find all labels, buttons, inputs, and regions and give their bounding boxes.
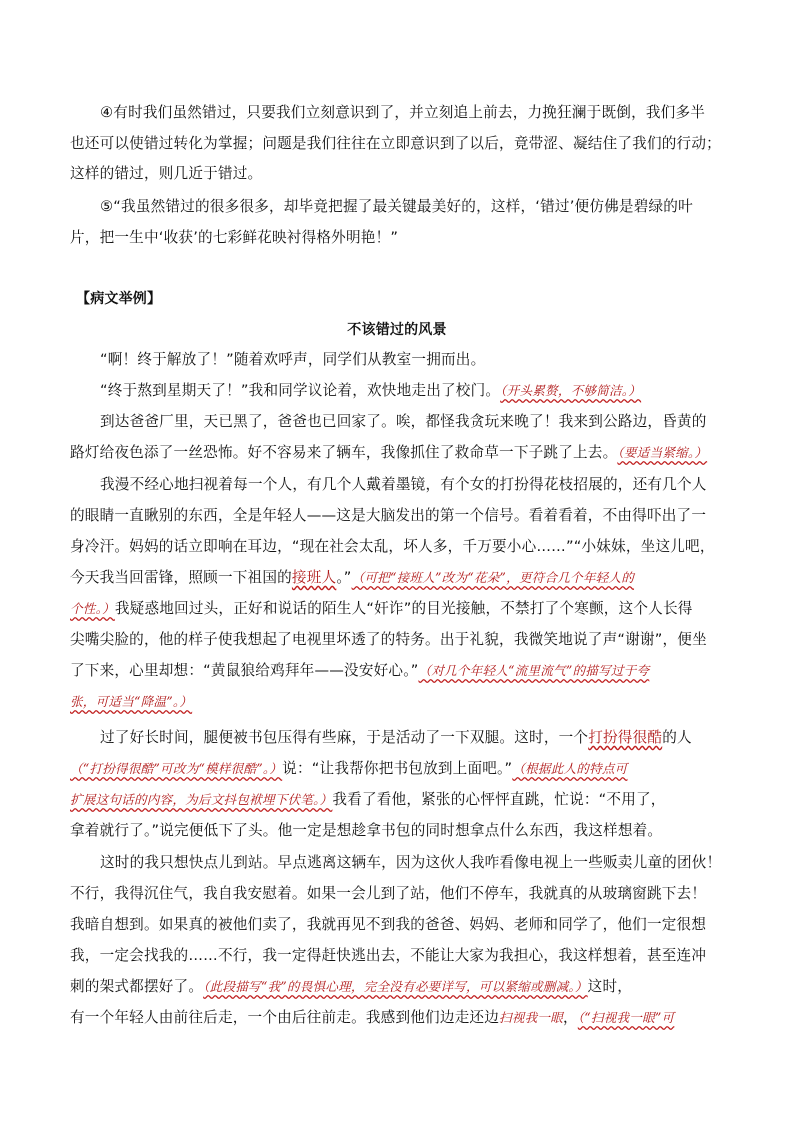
- essay-text: 过了好长时间，腿便被书包压得有些麻，于是活动了一下双腿。这时，一个: [100, 729, 589, 746]
- essay-text: 我疑惑地回过头，正好和说话的陌生人“奸诈”的目光接触，不禁打了个寒颤，这个人长得: [114, 600, 693, 617]
- essay-text: 这时，: [587, 978, 633, 995]
- essay-line: [70, 692, 192, 712]
- essay-line: 的眼睛一直瞅别的东西，全是年轻人——这是大脑发出的第一个信号。看着看着，不由得吓出了一: [70, 507, 707, 524]
- essay-text: 我看了看他，紧张的心怦怦直跳，忙说：“不用了，: [332, 791, 666, 808]
- annotation: （要适当紧缩。）: [617, 445, 708, 460]
- essay-text: 有一个年轻人由前往后走，一个由后往前走。我感到他们边走还边: [70, 1009, 500, 1026]
- essay-line: 这时的我只想快点儿到站。早点逃离这辆车，因为这伙人我咋看像电视上一些贩卖儿童的团伙！: [100, 854, 722, 871]
- essay-line: “啊！终于解放了！”随着欢呼声，同学们从教室一拥而出。: [100, 351, 486, 368]
- essay-line: [100, 728, 692, 748]
- essay-text: 路灯给夜色添了一丝恐怖。好不容易来了辆车，我像抓住了救命草一下子跳了上去。: [70, 444, 618, 461]
- annotation: （开头累赘，不够简洁。）: [500, 383, 642, 398]
- essay-line: [70, 790, 666, 810]
- essay-line: [70, 1008, 674, 1028]
- marked-phrase: 扫视我一眼: [499, 1010, 563, 1025]
- essay-line: 不行，我得沉住气，我自我安慰着。如果一会儿到了站，他们不停车，我就真的从玻璃窗跳下去！: [70, 885, 707, 902]
- essay-line: [70, 599, 693, 619]
- essay-line: 身冷汗。妈妈的话立即响在耳边，“现在社会太乱，坏人多，千万要小心……”“小妹妹，坐这儿吧，: [70, 538, 715, 555]
- section-heading: 【病文举例】: [76, 291, 162, 307]
- essay-line: [70, 759, 627, 779]
- essay-line: [70, 661, 649, 681]
- essay-line: [70, 443, 707, 463]
- annotation: 扩展这句话的内容，为后文抖包袱埋下伏笔。）: [70, 792, 333, 807]
- essay-text: ，: [563, 1009, 578, 1026]
- essay-text: 今天我当回雷锋，照顾一下祖国的: [70, 569, 292, 586]
- paragraph-4-line-1: ④有时我们虽然错过，只要我们立刻意识到了，并立刻追上前去，力挽狂澜于既倒，我们多半: [100, 104, 706, 121]
- annotation: （对几个年轻人“流里流气”的描写过于夸: [418, 663, 650, 678]
- essay-line: 我漫不经心地扫视着每一个人，有几个人戴着墨镜，有个女的打扮得花枝招展的，还有几个人: [100, 476, 707, 493]
- annotation: 个性。）: [70, 601, 115, 616]
- annotation: （此段描写“我”的畏惧心理，完全没有必要详写，可以紧缩或删减。）: [203, 979, 588, 994]
- essay-line: 我暗自想到。如果真的被他们卖了，我就再见不到我的爸爸、妈妈、老师和同学了，他们一定很想: [70, 916, 707, 933]
- paragraph-5-line-2: 片，把一生中‘收获’的七彩鲜花映衬得格外明艳！”: [70, 229, 399, 246]
- essay-line: 拿着就行了。”说完便低下了头。他一定是想趁拿书包的同时想拿点什么东西，我这样想着。: [70, 822, 663, 839]
- paragraph-5-line-1: ⑤“我虽然错过的很多很多，却毕竟把握了最关键最美好的，这样，‘错过’便仿佛是碧绿的叶: [100, 198, 693, 215]
- annotation: 张，可适当“降温”。）: [70, 694, 193, 709]
- essay-text: 的人: [662, 729, 692, 746]
- annotation: （“打扮得很酷”可改为“模样很酷”。）: [70, 761, 283, 776]
- annotation: （根据此人的特点可: [512, 761, 628, 776]
- essay-line: 尖嘴尖脸的，他的样子使我想起了电视里坏透了的特务。出于礼貌，我微笑地说了声“谢谢”，便坐: [70, 631, 707, 648]
- essay-line: [70, 568, 634, 588]
- essay-text: 。”: [336, 569, 352, 586]
- paragraph-4-line-3: 这样的错过，则几近于错过。: [70, 165, 263, 182]
- essay-text: 说：“让我帮你把书包放到上面吧。”: [282, 760, 513, 777]
- essay-text: “终于熬到星期天了！”我和同学议论着，欢快地走出了校门。: [100, 382, 501, 399]
- essay-line: [70, 977, 632, 997]
- paragraph-4-line-2: 也还可以使错过转化为掌握；问题是我们往往在立即意识到了以后，竟带涩、凝结住了我们的行动；: [70, 135, 721, 152]
- essay-line: [100, 381, 641, 401]
- essay-line: 到达爸爸厂里，天已黑了，爸爸也已回家了。唉，都怪我贪玩来晚了！我来到公路边，昏黄的: [100, 413, 707, 430]
- annotation: （可把“接班人”改为“花朵”，更符合几个年轻人的: [351, 570, 635, 585]
- marked-phrase: 打扮得很酷: [588, 729, 663, 746]
- essay-text: 刺的架式都摆好了。: [70, 978, 204, 995]
- essay-title: 不该错过的风景: [347, 322, 447, 338]
- marked-phrase: 接班人: [291, 569, 337, 586]
- annotation: （“扫视我一眼”可: [577, 1010, 675, 1025]
- essay-line: 我，一定会找我的……不行，我一定得赶快逃出去，不能让大家为我担心，我这样想着，甚至连冲: [70, 947, 707, 964]
- essay-text: 了下来，心里却想：“黄鼠狼给鸡拜年——没安好心。”: [70, 662, 419, 679]
